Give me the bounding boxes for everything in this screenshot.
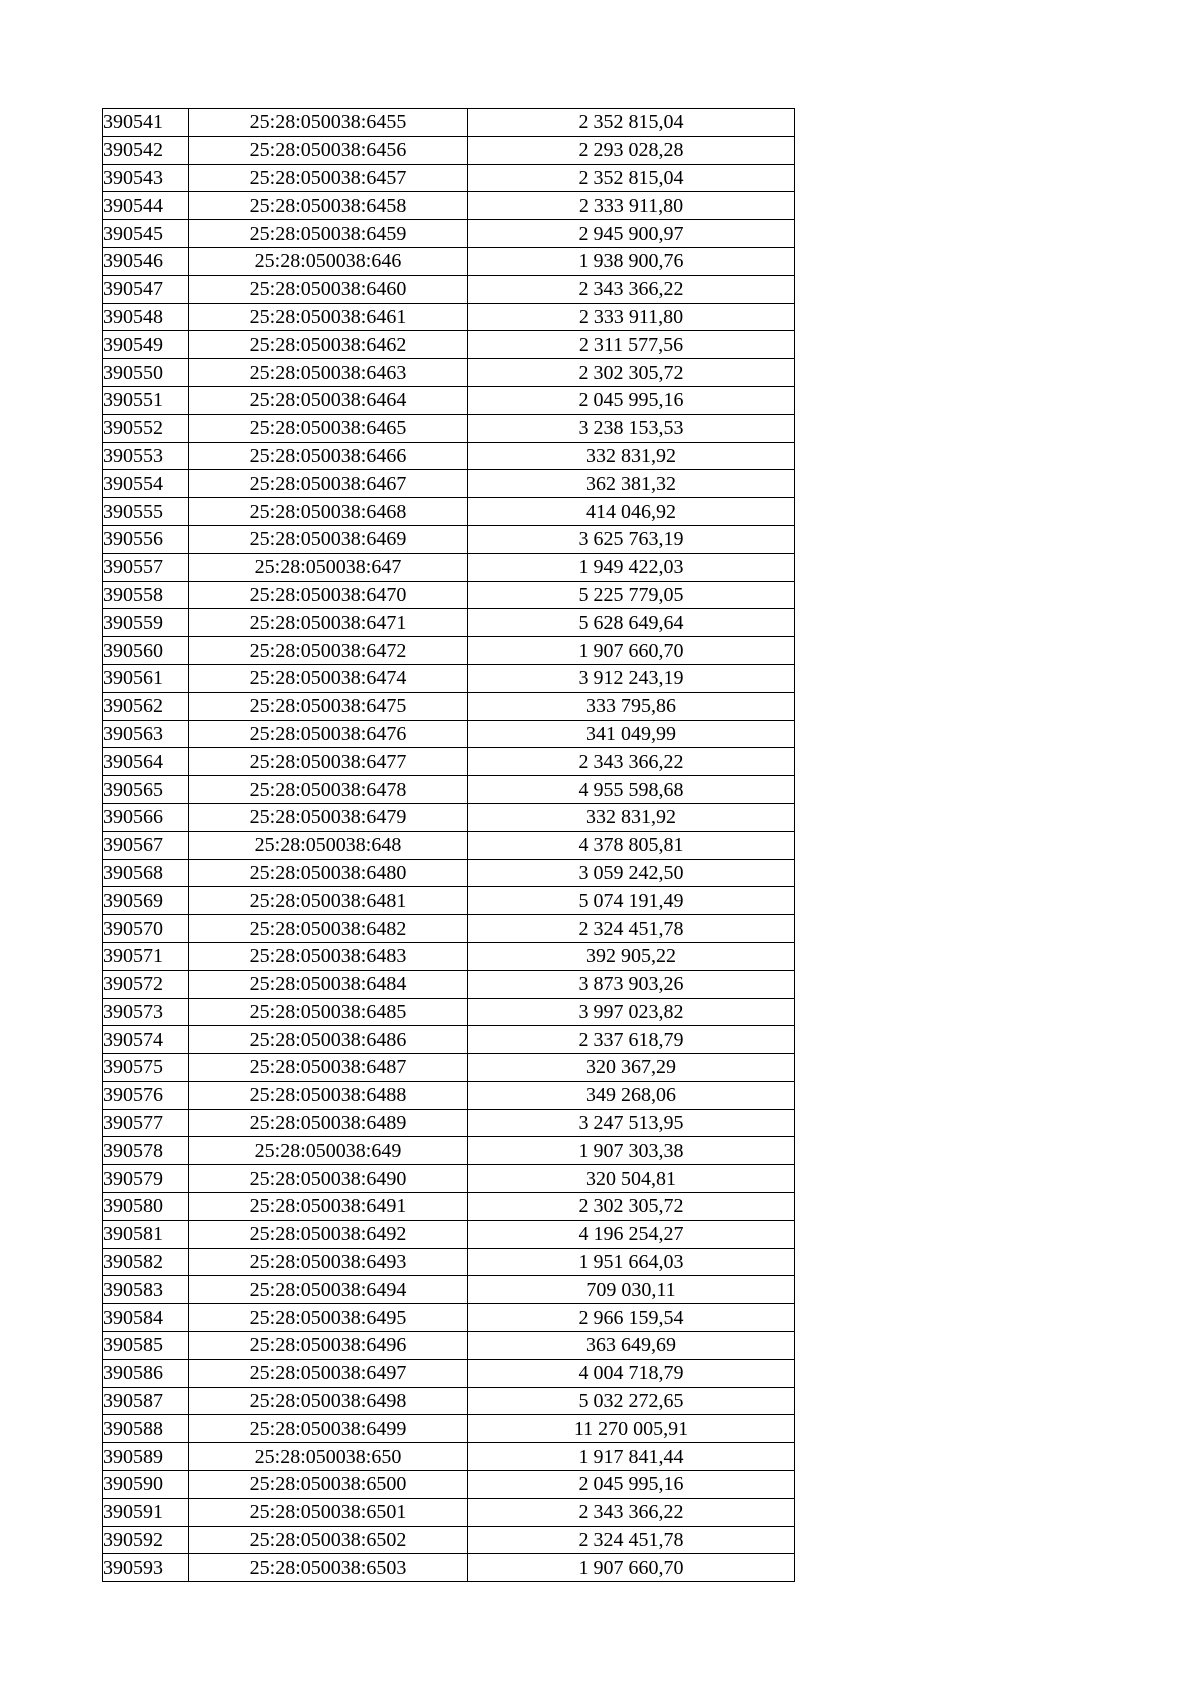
row-number-cell: 390575 <box>103 1054 189 1082</box>
cadastral-value-cell: 341 049,99 <box>468 720 795 748</box>
table-row <box>103 1081 795 1109</box>
row-number-cell: 390593 <box>103 1554 189 1582</box>
table-row <box>103 776 795 804</box>
table-row <box>103 1109 795 1137</box>
table-row <box>103 1443 795 1471</box>
cadastral-value-cell: 1 938 900,76 <box>468 247 795 275</box>
cadastral-value-cell: 2 293 028,28 <box>468 136 795 164</box>
cadastral-number-cell: 25:28:050038:6503 <box>189 1554 468 1582</box>
cadastral-number-cell: 25:28:050038:647 <box>189 553 468 581</box>
cadastral-value-cell: 414 046,92 <box>468 498 795 526</box>
table-row <box>103 109 795 137</box>
table-row <box>103 609 795 637</box>
row-number-cell: 390590 <box>103 1471 189 1499</box>
row-number-cell: 390546 <box>103 247 189 275</box>
table-row <box>103 1332 795 1360</box>
table-row <box>103 915 795 943</box>
row-number-cell: 390558 <box>103 581 189 609</box>
cadastral-number-cell: 25:28:050038:6485 <box>189 998 468 1026</box>
cadastral-number-cell: 25:28:050038:6472 <box>189 637 468 665</box>
cadastral-value-cell: 4 378 805,81 <box>468 831 795 859</box>
row-number-cell: 390545 <box>103 220 189 248</box>
cadastral-number-cell: 25:28:050038:6463 <box>189 359 468 387</box>
cadastral-number-cell: 25:28:050038:6466 <box>189 442 468 470</box>
cadastral-value-cell: 2 966 159,54 <box>468 1304 795 1332</box>
cadastral-number-cell: 25:28:050038:6465 <box>189 414 468 442</box>
cadastral-number-cell: 25:28:050038:6490 <box>189 1165 468 1193</box>
row-number-cell: 390555 <box>103 498 189 526</box>
cadastral-value-cell: 392 905,22 <box>468 942 795 970</box>
table-row <box>103 192 795 220</box>
cadastral-value-cell: 5 225 779,05 <box>468 581 795 609</box>
cadastral-number-cell: 25:28:050038:6460 <box>189 275 468 303</box>
cadastral-value-cell: 2 352 815,04 <box>468 164 795 192</box>
row-number-cell: 390571 <box>103 942 189 970</box>
cadastral-number-cell: 25:28:050038:6456 <box>189 136 468 164</box>
cadastral-value-cell: 349 268,06 <box>468 1081 795 1109</box>
row-number-cell: 390578 <box>103 1137 189 1165</box>
table-row <box>103 692 795 720</box>
row-number-cell: 390592 <box>103 1526 189 1554</box>
table-row <box>103 331 795 359</box>
cadastral-number-cell: 25:28:050038:6477 <box>189 748 468 776</box>
cadastral-number-cell: 25:28:050038:6480 <box>189 859 468 887</box>
cadastral-value-cell: 1 951 664,03 <box>468 1248 795 1276</box>
cadastral-value-cell: 5 628 649,64 <box>468 609 795 637</box>
table-row <box>103 942 795 970</box>
cadastral-value-cell: 2 343 366,22 <box>468 275 795 303</box>
table-row <box>103 1248 795 1276</box>
table-row <box>103 1026 795 1054</box>
table-row <box>103 303 795 331</box>
cadastral-value-cell: 1 917 841,44 <box>468 1443 795 1471</box>
row-number-cell: 390557 <box>103 553 189 581</box>
cadastral-value-cell: 709 030,11 <box>468 1276 795 1304</box>
row-number-cell: 390582 <box>103 1248 189 1276</box>
row-number-cell: 390584 <box>103 1304 189 1332</box>
row-number-cell: 390564 <box>103 748 189 776</box>
cadastral-number-cell: 25:28:050038:6457 <box>189 164 468 192</box>
cadastral-value-cell: 2 045 995,16 <box>468 1471 795 1499</box>
cadastral-number-cell: 25:28:050038:6500 <box>189 1471 468 1499</box>
row-number-cell: 390591 <box>103 1498 189 1526</box>
cadastral-value-cell: 5 074 191,49 <box>468 887 795 915</box>
row-number-cell: 390580 <box>103 1193 189 1221</box>
table-row <box>103 498 795 526</box>
row-number-cell: 390562 <box>103 692 189 720</box>
table-row <box>103 525 795 553</box>
cadastral-value-cell: 2 343 366,22 <box>468 1498 795 1526</box>
row-number-cell: 390543 <box>103 164 189 192</box>
cadastral-number-cell: 25:28:050038:6494 <box>189 1276 468 1304</box>
cadastral-number-cell: 25:28:050038:6464 <box>189 386 468 414</box>
row-number-cell: 390547 <box>103 275 189 303</box>
cadastral-number-cell: 25:28:050038:6479 <box>189 803 468 831</box>
table-row <box>103 803 795 831</box>
row-number-cell: 390581 <box>103 1220 189 1248</box>
row-number-cell: 390548 <box>103 303 189 331</box>
cadastral-value-cell: 320 504,81 <box>468 1165 795 1193</box>
cadastral-value-cell: 2 324 451,78 <box>468 1526 795 1554</box>
cadastral-number-cell: 25:28:050038:650 <box>189 1443 468 1471</box>
table-row <box>103 442 795 470</box>
cadastral-number-cell: 25:28:050038:6475 <box>189 692 468 720</box>
row-number-cell: 390567 <box>103 831 189 859</box>
row-number-cell: 390569 <box>103 887 189 915</box>
row-number-cell: 390566 <box>103 803 189 831</box>
table-row <box>103 1471 795 1499</box>
table-row <box>103 1554 795 1582</box>
table-row <box>103 1165 795 1193</box>
cadastral-number-cell: 25:28:050038:6492 <box>189 1220 468 1248</box>
cadastral-value-cell: 4 004 718,79 <box>468 1359 795 1387</box>
row-number-cell: 390554 <box>103 470 189 498</box>
cadastral-value-cell: 3 997 023,82 <box>468 998 795 1026</box>
table-row <box>103 1304 795 1332</box>
table-row <box>103 970 795 998</box>
cadastral-number-cell: 25:28:050038:6471 <box>189 609 468 637</box>
row-number-cell: 390585 <box>103 1332 189 1360</box>
row-number-cell: 390573 <box>103 998 189 1026</box>
table-row <box>103 553 795 581</box>
row-number-cell: 390588 <box>103 1415 189 1443</box>
cadastral-number-cell: 25:28:050038:6491 <box>189 1193 468 1221</box>
row-number-cell: 390574 <box>103 1026 189 1054</box>
cadastral-number-cell: 25:28:050038:6461 <box>189 303 468 331</box>
cadastral-number-cell: 25:28:050038:648 <box>189 831 468 859</box>
table-row <box>103 859 795 887</box>
cadastral-value-table <box>102 108 795 1582</box>
table-row <box>103 1359 795 1387</box>
cadastral-value-cell: 2 302 305,72 <box>468 1193 795 1221</box>
cadastral-value-cell: 2 343 366,22 <box>468 748 795 776</box>
table-row <box>103 1137 795 1165</box>
cadastral-number-cell: 25:28:050038:6502 <box>189 1526 468 1554</box>
cadastral-number-cell: 25:28:050038:6478 <box>189 776 468 804</box>
row-number-cell: 390559 <box>103 609 189 637</box>
table-row <box>103 637 795 665</box>
cadastral-value-cell: 1 907 660,70 <box>468 637 795 665</box>
table-row <box>103 998 795 1026</box>
cadastral-number-cell: 25:28:050038:6496 <box>189 1332 468 1360</box>
cadastral-value-cell: 332 831,92 <box>468 442 795 470</box>
table-row <box>103 470 795 498</box>
row-number-cell: 390589 <box>103 1443 189 1471</box>
cadastral-number-cell: 25:28:050038:6469 <box>189 525 468 553</box>
cadastral-value-cell: 320 367,29 <box>468 1054 795 1082</box>
table-row <box>103 359 795 387</box>
row-number-cell: 390542 <box>103 136 189 164</box>
cadastral-number-cell: 25:28:050038:6487 <box>189 1054 468 1082</box>
row-number-cell: 390549 <box>103 331 189 359</box>
table-row <box>103 831 795 859</box>
cadastral-number-cell: 25:28:050038:6483 <box>189 942 468 970</box>
table-row <box>103 1193 795 1221</box>
table-row <box>103 1415 795 1443</box>
row-number-cell: 390572 <box>103 970 189 998</box>
cadastral-number-cell: 25:28:050038:6458 <box>189 192 468 220</box>
cadastral-value-cell: 363 649,69 <box>468 1332 795 1360</box>
table-row <box>103 414 795 442</box>
row-number-cell: 390551 <box>103 386 189 414</box>
cadastral-value-cell: 3 625 763,19 <box>468 525 795 553</box>
cadastral-value-cell: 1 907 660,70 <box>468 1554 795 1582</box>
cadastral-number-cell: 25:28:050038:6468 <box>189 498 468 526</box>
row-number-cell: 390587 <box>103 1387 189 1415</box>
row-number-cell: 390561 <box>103 664 189 692</box>
cadastral-value-cell: 3 873 903,26 <box>468 970 795 998</box>
row-number-cell: 390553 <box>103 442 189 470</box>
table-row <box>103 1498 795 1526</box>
row-number-cell: 390579 <box>103 1165 189 1193</box>
cadastral-value-cell: 2 311 577,56 <box>468 331 795 359</box>
cadastral-number-cell: 25:28:050038:6476 <box>189 720 468 748</box>
cadastral-number-cell: 25:28:050038:6501 <box>189 1498 468 1526</box>
cadastral-number-cell: 25:28:050038:6459 <box>189 220 468 248</box>
table-row <box>103 1276 795 1304</box>
cadastral-number-cell: 25:28:050038:6470 <box>189 581 468 609</box>
cadastral-value-cell: 2 333 911,80 <box>468 192 795 220</box>
row-number-cell: 390552 <box>103 414 189 442</box>
cadastral-value-cell: 2 337 618,79 <box>468 1026 795 1054</box>
row-number-cell: 390550 <box>103 359 189 387</box>
cadastral-number-cell: 25:28:050038:6486 <box>189 1026 468 1054</box>
cadastral-value-cell: 3 912 243,19 <box>468 664 795 692</box>
table-row <box>103 275 795 303</box>
table-row <box>103 1387 795 1415</box>
row-number-cell: 390560 <box>103 637 189 665</box>
table-row <box>103 247 795 275</box>
row-number-cell: 390583 <box>103 1276 189 1304</box>
table-row <box>103 748 795 776</box>
cadastral-number-cell: 25:28:050038:6474 <box>189 664 468 692</box>
table-row <box>103 1054 795 1082</box>
table-row <box>103 720 795 748</box>
table-body <box>103 109 795 1582</box>
row-number-cell: 390563 <box>103 720 189 748</box>
table-row <box>103 220 795 248</box>
table-row <box>103 164 795 192</box>
cadastral-value-cell: 332 831,92 <box>468 803 795 831</box>
cadastral-number-cell: 25:28:050038:6499 <box>189 1415 468 1443</box>
cadastral-number-cell: 25:28:050038:649 <box>189 1137 468 1165</box>
row-number-cell: 390544 <box>103 192 189 220</box>
table-row <box>103 887 795 915</box>
table-row <box>103 386 795 414</box>
cadastral-value-cell: 3 247 513,95 <box>468 1109 795 1137</box>
cadastral-number-cell: 25:28:050038:646 <box>189 247 468 275</box>
cadastral-number-cell: 25:28:050038:6455 <box>189 109 468 137</box>
cadastral-number-cell: 25:28:050038:6462 <box>189 331 468 359</box>
cadastral-number-cell: 25:28:050038:6497 <box>189 1359 468 1387</box>
cadastral-value-cell: 2 324 451,78 <box>468 915 795 943</box>
cadastral-number-cell: 25:28:050038:6489 <box>189 1109 468 1137</box>
cadastral-value-cell: 2 302 305,72 <box>468 359 795 387</box>
cadastral-number-cell: 25:28:050038:6484 <box>189 970 468 998</box>
cadastral-value-cell: 1 907 303,38 <box>468 1137 795 1165</box>
cadastral-value-cell: 11 270 005,91 <box>468 1415 795 1443</box>
cadastral-value-cell: 333 795,86 <box>468 692 795 720</box>
cadastral-value-cell: 2 045 995,16 <box>468 386 795 414</box>
cadastral-value-cell: 3 238 153,53 <box>468 414 795 442</box>
row-number-cell: 390577 <box>103 1109 189 1137</box>
row-number-cell: 390568 <box>103 859 189 887</box>
cadastral-value-cell: 3 059 242,50 <box>468 859 795 887</box>
row-number-cell: 390576 <box>103 1081 189 1109</box>
cadastral-value-cell: 2 352 815,04 <box>468 109 795 137</box>
table-row <box>103 581 795 609</box>
cadastral-number-cell: 25:28:050038:6495 <box>189 1304 468 1332</box>
table-row <box>103 136 795 164</box>
cadastral-number-cell: 25:28:050038:6482 <box>189 915 468 943</box>
table-row <box>103 1220 795 1248</box>
table-row <box>103 1526 795 1554</box>
cadastral-value-cell: 4 196 254,27 <box>468 1220 795 1248</box>
cadastral-number-cell: 25:28:050038:6493 <box>189 1248 468 1276</box>
row-number-cell: 390570 <box>103 915 189 943</box>
cadastral-value-cell: 1 949 422,03 <box>468 553 795 581</box>
row-number-cell: 390541 <box>103 109 189 137</box>
row-number-cell: 390586 <box>103 1359 189 1387</box>
cadastral-number-cell: 25:28:050038:6498 <box>189 1387 468 1415</box>
cadastral-number-cell: 25:28:050038:6467 <box>189 470 468 498</box>
table-row <box>103 664 795 692</box>
cadastral-value-cell: 4 955 598,68 <box>468 776 795 804</box>
row-number-cell: 390565 <box>103 776 189 804</box>
cadastral-value-cell: 362 381,32 <box>468 470 795 498</box>
cadastral-value-cell: 5 032 272,65 <box>468 1387 795 1415</box>
cadastral-value-cell: 2 945 900,97 <box>468 220 795 248</box>
cadastral-value-cell: 2 333 911,80 <box>468 303 795 331</box>
row-number-cell: 390556 <box>103 525 189 553</box>
cadastral-number-cell: 25:28:050038:6488 <box>189 1081 468 1109</box>
cadastral-number-cell: 25:28:050038:6481 <box>189 887 468 915</box>
